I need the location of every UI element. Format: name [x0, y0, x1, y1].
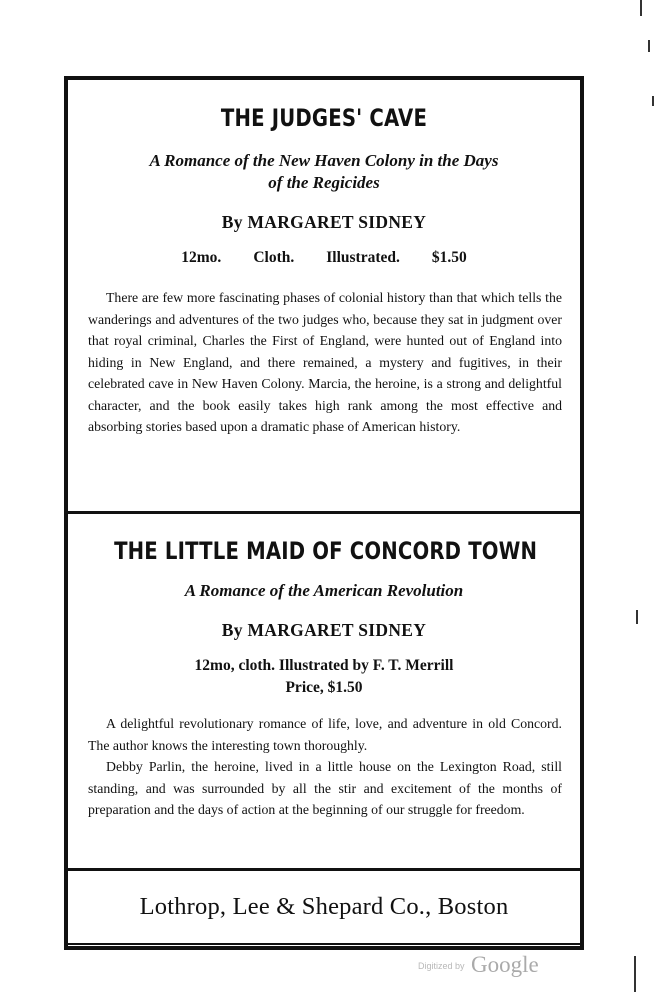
book1-description: There are few more fascinating phases of colonial history than that which tells the wanderings and adventures of the two judges who, because they sat in judgment over that royal criminal, Charles the First of England, were hunted out of England into hiding in New England, and there remained, a mystery and fugitives, in their celebrated cave in New Haven Colony. Marcia, the heroine, is a strong and delightful character, and the book easily takes high rank among the most effective and absorbing stories based upon a dramatic phase of American history. [88, 290, 562, 434]
book2-details-line1: 12mo, cloth. Illustrated by F. T. Merrill [194, 657, 454, 674]
book1-price: $1.50 [431, 249, 467, 266]
book1-byline: By MARGARET SIDNEY [221, 212, 427, 232]
scan-mark [636, 610, 638, 624]
watermark-prefix: Digitized by [418, 961, 465, 971]
book2-details [68, 655, 580, 699]
book1-subtitle-line2: of the Regicides [268, 173, 380, 192]
section-divider [64, 511, 584, 514]
scan-mark [652, 96, 654, 106]
publisher-divider [64, 868, 584, 871]
book2-byline-block [68, 620, 580, 641]
book2-title: THE LITTLE MAID OF CONCORD TOWN [114, 537, 538, 565]
publisher-block [68, 893, 580, 921]
book1-details [68, 247, 580, 269]
book2-paragraph1: A delightful revolutionary romance of life, love, and adventure in old Concord. The author knows the interesting town thoroughly. [88, 716, 562, 753]
frame-bottom-rule [64, 943, 584, 950]
book2-byline: By MARGARET SIDNEY [221, 620, 427, 640]
book2-paragraph2: Debby Parlin, the heroine, lived in a little house on the Lexington Road, still standing, and was surrounded by all the stir and excitement of the months of preparation and the days of action at the beginning of our struggle for freedom. [88, 759, 562, 817]
book1-illustrated: Illustrated. [326, 249, 400, 266]
book1-subtitle [68, 150, 580, 194]
book2-title-block [68, 537, 580, 565]
book1-binding: Cloth. [253, 249, 295, 266]
book1-subtitle-line1: A Romance of the New Haven Colony in the Days [149, 151, 499, 170]
book2-description-block [88, 713, 562, 821]
book1-description-block [88, 287, 562, 438]
publisher-name: Lothrop, Lee & Shepard Co., Boston [139, 893, 509, 920]
scan-mark [634, 956, 636, 992]
book1-format: 12mo. [181, 249, 222, 266]
book2-subtitle: A Romance of the American Revolution [184, 581, 464, 600]
book2-subtitle-block [68, 580, 580, 602]
google-logo: Google [470, 952, 539, 977]
book2-details-line2: Price, $1.50 [285, 679, 363, 696]
book1-title: THE JUDGES' CAVE [220, 104, 428, 132]
book1-byline-block [68, 212, 580, 233]
scan-mark [640, 0, 642, 16]
digitized-watermark [418, 952, 539, 978]
scan-mark [648, 40, 650, 52]
book1-title-block [68, 104, 580, 132]
